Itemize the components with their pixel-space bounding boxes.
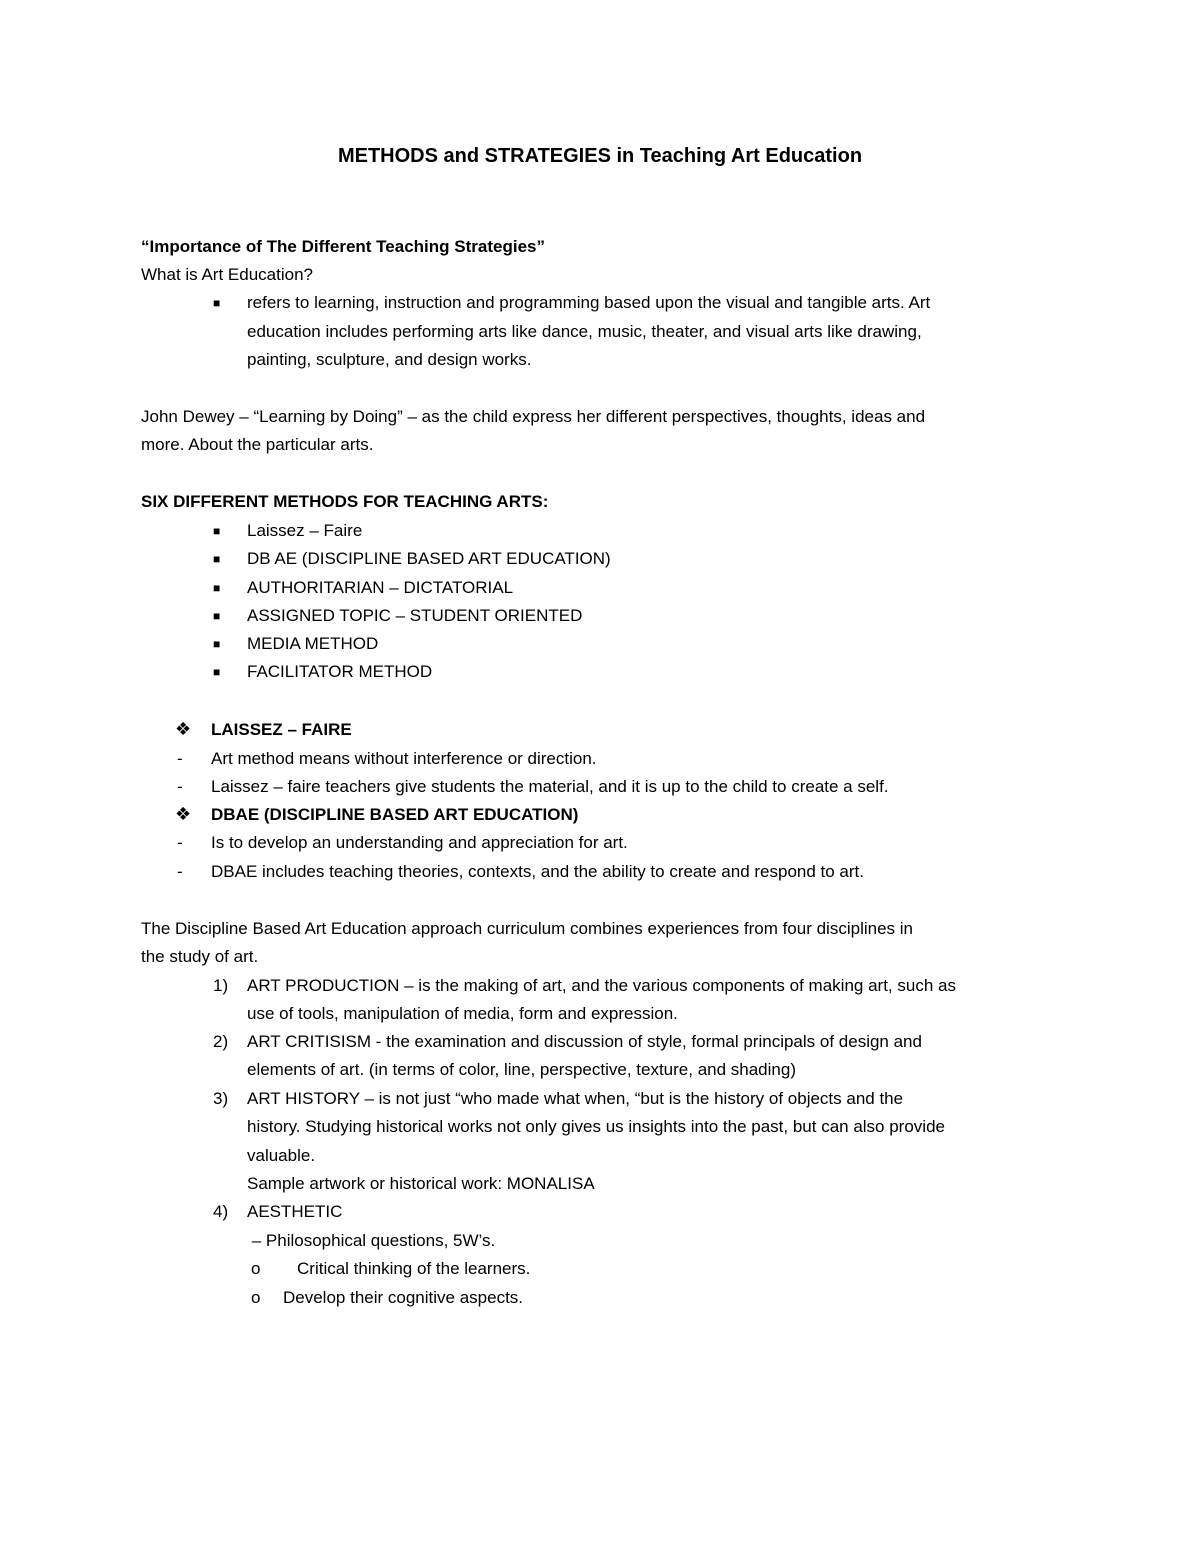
discipline-number: 4) <box>213 1202 229 1221</box>
dewey-line: more. About the particular arts. <box>141 435 374 454</box>
discipline-line: ART CRITISISM - the examination and discussion of style, formal principals of design and <box>247 1032 922 1051</box>
method-item: MEDIA METHOD <box>247 634 379 653</box>
discipline-number: 3) <box>213 1089 229 1108</box>
document-title: METHODS and STRATEGIES in Teaching Art Education <box>337 145 863 167</box>
intro-line: the study of art. <box>141 947 259 966</box>
dbae-point: Is to develop an understanding and appreciation for art. <box>211 833 628 852</box>
method-item: Laissez – Faire <box>247 521 363 540</box>
square-bullet-icon: ■ <box>213 609 221 623</box>
dbae-point: DBAE includes teaching theories, contexts, and the ability to create and respond to art. <box>211 862 864 881</box>
laissez-point: Art method means without interference or direction. <box>211 749 597 768</box>
discipline-line: AESTHETIC <box>247 1202 343 1221</box>
square-bullet-icon: ■ <box>213 637 221 651</box>
discipline-line: valuable. <box>247 1146 316 1165</box>
discipline-line: history. Studying historical works not only gives us insights into the past, but can also provide <box>247 1117 945 1136</box>
dash-marker: - <box>177 749 183 768</box>
laissez-point: Laissez – faire teachers give students the material, and it is up to the child to create a self. <box>211 777 889 796</box>
intro-line: The Discipline Based Art Education approach curriculum combines experiences from four disciplines in <box>141 919 913 938</box>
methods-heading: SIX DIFFERENT METHODS FOR TEACHING ARTS: <box>141 492 549 511</box>
dbae-heading: DBAE (DISCIPLINE BASED ART EDUCATION) <box>211 805 579 824</box>
discipline-line: use of tools, manipulation of media, form and expression. <box>247 1004 678 1023</box>
square-bullet-icon: ■ <box>213 581 221 595</box>
discipline-number: 2) <box>213 1032 229 1051</box>
dash-marker: - <box>177 777 183 796</box>
dewey-line: John Dewey – “Learning by Doing” – as the child express her different perspectives, thoughts, ideas and <box>141 407 926 426</box>
method-item: AUTHORITARIAN – DICTATORIAL <box>247 578 514 597</box>
discipline-line: – Philosophical questions, 5W’s. <box>247 1231 496 1250</box>
discipline-line: ART PRODUCTION – is the making of art, and the various components of making art, such as <box>247 976 956 995</box>
discipline-number: 1) <box>213 976 229 995</box>
diamond-bullet-icon: ❖ <box>175 719 192 739</box>
square-bullet-icon: ■ <box>213 524 221 538</box>
aesthetic-subitem: Critical thinking of the learners. <box>297 1259 531 1278</box>
square-bullet-icon: ■ <box>213 665 221 679</box>
dash-marker: - <box>177 833 183 852</box>
section-heading: “Importance of The Different Teaching Strategies” <box>141 237 545 256</box>
discipline-line: ART HISTORY – is not just “who made what when, “but is the history of objects and the <box>247 1089 904 1108</box>
method-item: FACILITATOR METHOD <box>247 662 433 681</box>
definition-line: education includes performing arts like dance, music, theater, and visual arts like drawing, <box>247 322 922 341</box>
discipline-line: elements of art. (in terms of color, line, perspective, texture, and shading) <box>247 1060 796 1079</box>
aesthetic-subitem: Develop their cognitive aspects. <box>283 1288 524 1307</box>
diamond-bullet-icon: ❖ <box>175 804 192 824</box>
definition-line: painting, sculpture, and design works. <box>247 350 532 369</box>
method-item: DB AE (DISCIPLINE BASED ART EDUCATION) <box>247 549 611 568</box>
dash-marker: - <box>177 862 183 881</box>
square-bullet-icon: ■ <box>213 552 221 566</box>
circle-marker: o <box>251 1259 261 1278</box>
circle-marker: o <box>251 1288 261 1307</box>
method-item: ASSIGNED TOPIC – STUDENT ORIENTED <box>247 606 583 625</box>
discipline-line: Sample artwork or historical work: MONALISA <box>247 1174 595 1193</box>
laissez-heading: LAISSEZ – FAIRE <box>211 720 352 739</box>
definition-line: refers to learning, instruction and programming based upon the visual and tangible arts. Art <box>247 293 931 312</box>
square-bullet-icon: ■ <box>213 296 221 310</box>
section-question: What is Art Education? <box>141 265 313 284</box>
